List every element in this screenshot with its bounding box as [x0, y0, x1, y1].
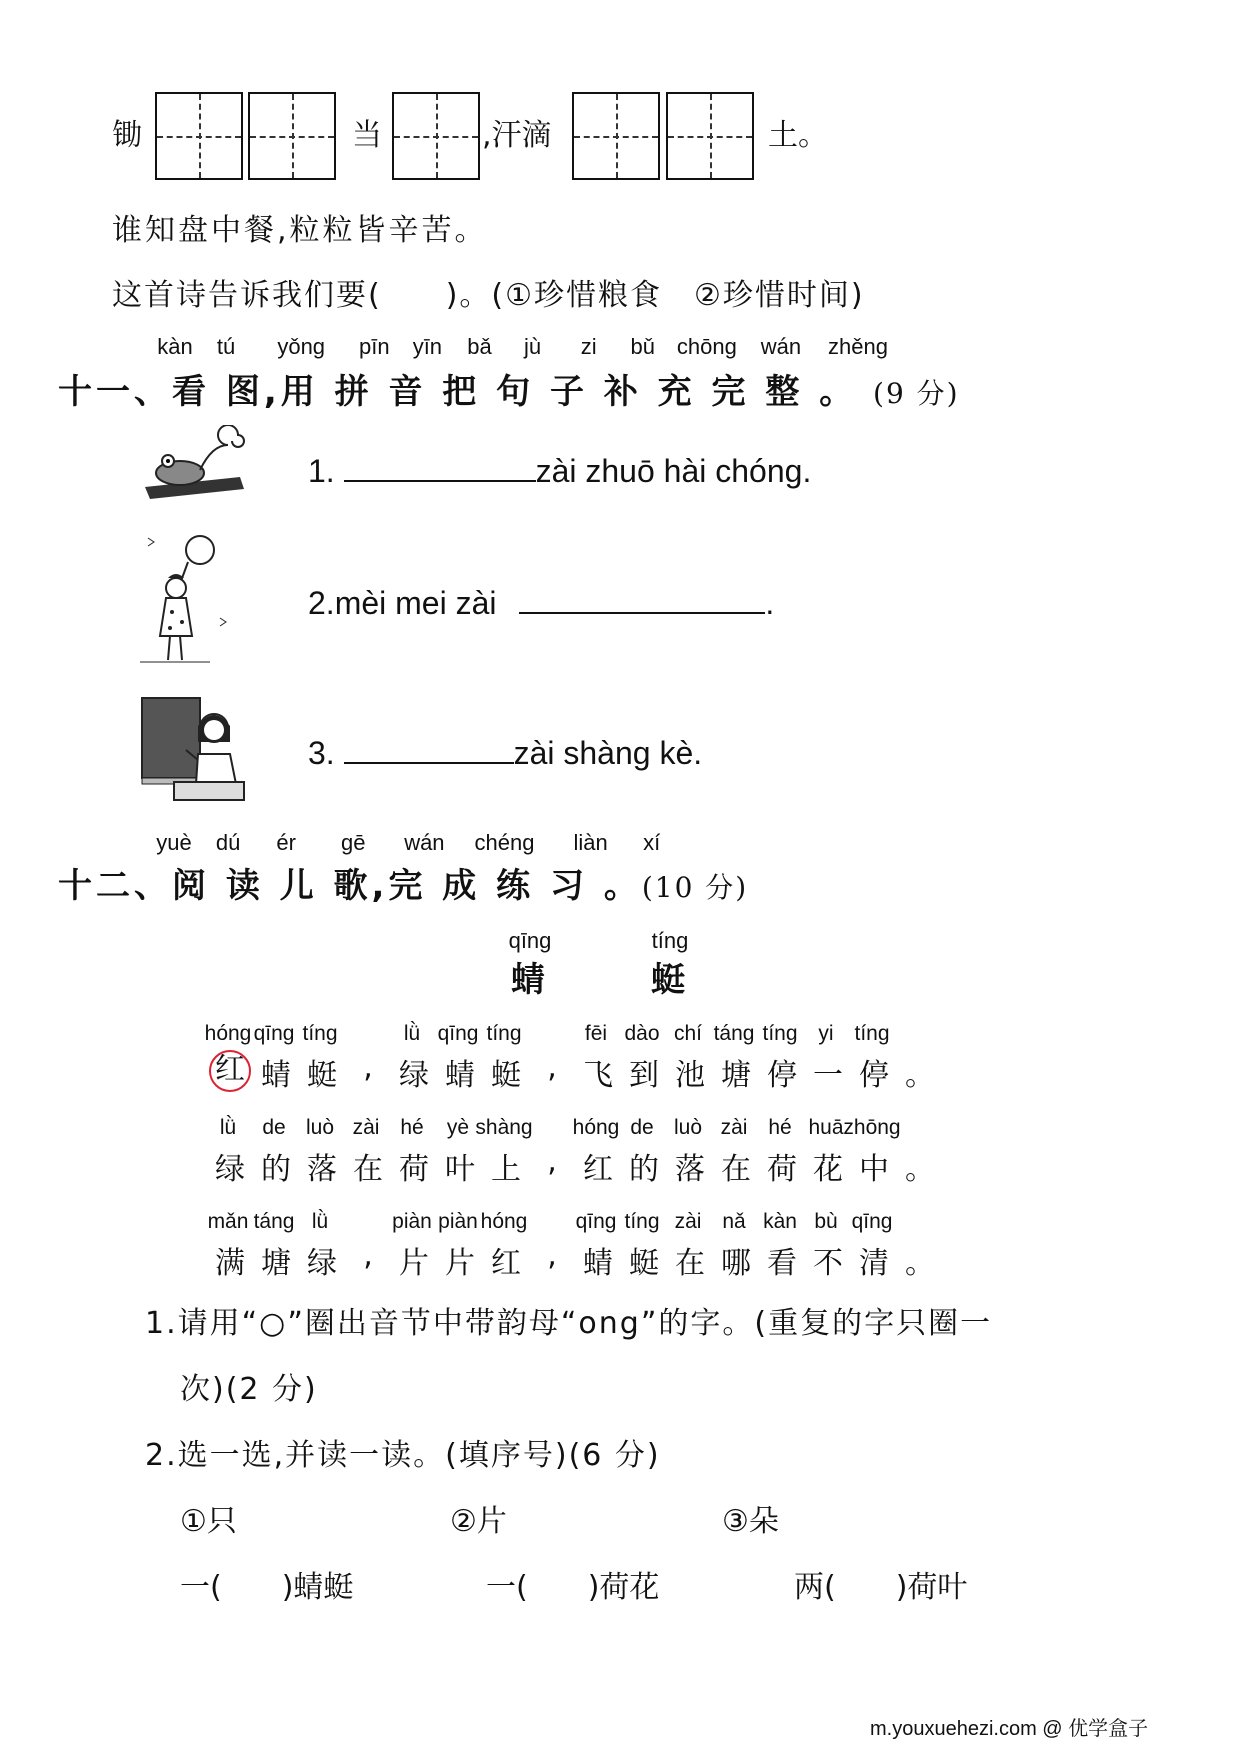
item2	[308, 582, 774, 622]
writing-box[interactable]	[248, 92, 336, 180]
poem-title-char: 蜓	[651, 960, 689, 1000]
poem-char[interactable]: 片	[445, 1246, 475, 1281]
poem-pinyin: luò	[305, 1116, 335, 1139]
poem-char[interactable]: 蜓	[307, 1058, 337, 1093]
poem-pinyin: dào	[624, 1022, 660, 1045]
section11-pinyin	[155, 334, 897, 360]
poem-line1-mid: 当	[352, 118, 382, 153]
title-char: 习	[549, 866, 588, 906]
poem-char[interactable]: 荷	[399, 1152, 429, 1187]
poem-pinyin: zài	[352, 1116, 380, 1139]
pinyin: yǒng	[277, 334, 326, 359]
pinyin: ér	[276, 830, 296, 855]
pinyin: dú	[215, 830, 241, 855]
item-number: 1.	[308, 453, 335, 489]
title-char: 用	[280, 372, 319, 412]
answer-blank[interactable]	[519, 582, 765, 614]
option-duo: ③朵	[722, 1504, 779, 1539]
score: (10 分)	[641, 871, 749, 904]
poem-char[interactable]: 的	[261, 1152, 291, 1187]
pinyin: bǎ	[467, 334, 492, 359]
title-char: 成	[442, 866, 481, 906]
footer-watermark: m.youxuehezi.com @ 优学盒子	[870, 1718, 1149, 1740]
poem-pinyin: hé	[400, 1116, 424, 1139]
title-char: 歌	[333, 866, 372, 906]
item1	[308, 450, 811, 490]
poem-pinyin: shàng	[475, 1116, 533, 1139]
poem-char[interactable]: 中	[859, 1152, 889, 1187]
poem-char[interactable]: 满	[215, 1246, 245, 1281]
poem-pinyin: lǜ	[219, 1116, 237, 1139]
writing-box[interactable]	[155, 92, 243, 180]
pinyin: kàn	[157, 334, 193, 359]
poem-char[interactable]: 荷	[767, 1152, 797, 1187]
poem-char[interactable]: 落	[307, 1152, 337, 1187]
pinyin: chéng	[474, 830, 535, 855]
question1-line1: 1.请用“○”圈出音节中带韵母“ong”的字。(重复的字只圈一	[145, 1306, 993, 1341]
poem-char[interactable]: 哪	[721, 1246, 751, 1281]
section12-pinyin	[152, 830, 672, 856]
title-char: 完	[388, 866, 427, 906]
title-char: 充	[657, 372, 696, 412]
poem-char[interactable]: 落	[675, 1152, 705, 1187]
pinyin: chōng	[676, 334, 737, 359]
poem-char[interactable]: 清	[859, 1246, 889, 1281]
poem-pinyin: yè	[446, 1116, 470, 1139]
writing-box[interactable]	[392, 92, 480, 180]
option-zhi: ①只	[180, 1504, 237, 1539]
poem-char[interactable]: 。	[905, 1152, 935, 1187]
poem-char[interactable]: 蜻	[261, 1058, 291, 1093]
poem-char[interactable]: 绿	[399, 1058, 429, 1093]
pinyin: xí	[643, 830, 661, 855]
frog-icon	[140, 425, 250, 505]
writing-box[interactable]	[572, 92, 660, 180]
poem-pinyin: bù	[814, 1210, 838, 1233]
poem-pinyin: tíng	[624, 1210, 660, 1233]
poem-pinyin: luò	[673, 1116, 703, 1139]
score: (9 分)	[873, 377, 960, 410]
item3	[308, 732, 702, 772]
poem-pinyin: zài	[674, 1210, 702, 1233]
pinyin: bǔ	[630, 334, 655, 359]
pinyin: yīn	[412, 334, 443, 359]
poem-char[interactable]: 一	[813, 1058, 843, 1093]
item-text: zài zhuō hài chóng.	[535, 453, 812, 489]
poem-question: 这首诗告诉我们要( )。(①珍惜粮食 ②珍惜时间)	[112, 278, 865, 313]
poem-char[interactable]: 蜓	[629, 1246, 659, 1281]
poem-char[interactable]	[207, 1050, 253, 1092]
pinyin: jù	[524, 334, 542, 359]
poem-pinyin: piàn	[392, 1210, 432, 1233]
poem-char[interactable]: 到	[629, 1058, 659, 1093]
poem-pinyin: chí	[673, 1022, 702, 1045]
title-char: 阅	[172, 866, 210, 906]
poem-char[interactable]: 在	[353, 1152, 383, 1187]
poem-pinyin: zài	[720, 1116, 748, 1139]
poem-pinyin: táng	[713, 1022, 755, 1045]
poem-pinyin: tíng	[486, 1022, 522, 1045]
poem-char[interactable]: 蜻	[445, 1058, 475, 1093]
poem-char[interactable]: 塘	[261, 1246, 291, 1281]
pinyin: tú	[216, 334, 236, 359]
poem-pinyin: hóng	[204, 1022, 252, 1045]
answer-blank[interactable]	[344, 450, 536, 482]
poem-pinyin: huā	[808, 1116, 844, 1139]
title-char: 完	[711, 372, 750, 412]
poem-title-pinyin: qīng	[508, 928, 552, 953]
pinyin: liàn	[573, 830, 608, 855]
title-char: 看	[172, 372, 210, 412]
pinyin: wán	[760, 334, 802, 359]
poem-title-char: 蜻	[511, 960, 549, 1000]
poem-line1-punct: ,汗滴	[482, 118, 552, 153]
poem-char[interactable]: ,	[363, 1238, 373, 1273]
title-char: ,	[263, 372, 281, 412]
item-text: zài shàng kè.	[513, 735, 703, 771]
fill-qingting[interactable]: 一( )蜻蜓	[180, 1570, 354, 1605]
poem-pinyin: qīng	[253, 1022, 295, 1045]
poem-char[interactable]: ,	[363, 1050, 373, 1085]
circled-char: 红	[209, 1050, 251, 1092]
title-char: 子	[549, 372, 588, 412]
title-char: 读	[225, 866, 264, 906]
poem-pinyin: lǜ	[403, 1022, 421, 1045]
poem-pinyin: tíng	[302, 1022, 338, 1045]
poem-pinyin: kàn	[763, 1210, 797, 1233]
teacher-icon	[140, 694, 250, 804]
poem-pinyin: piàn	[438, 1210, 478, 1233]
item-text: mèi mei zài	[334, 585, 497, 621]
pinyin: wán	[404, 830, 445, 855]
question1-line2: 次)(2 分)	[180, 1372, 318, 1407]
poem-pinyin: de	[630, 1116, 654, 1139]
pinyin: pīn	[358, 334, 390, 359]
poem-char[interactable]: 上	[491, 1152, 521, 1187]
title-char: 儿	[279, 866, 318, 906]
poem-char[interactable]: 叶	[445, 1152, 475, 1187]
poem-pinyin: hóng	[480, 1210, 528, 1233]
pinyin: zi	[580, 334, 597, 359]
poem-title-pinyin: tíng	[651, 928, 689, 953]
fill-hehua[interactable]: 一( )荷花	[486, 1570, 660, 1605]
title-char: 整	[765, 372, 804, 412]
pinyin: zhěng	[828, 334, 888, 359]
poem-char[interactable]: 停	[767, 1058, 797, 1093]
poem-pinyin: de	[262, 1116, 286, 1139]
poem-char[interactable]: 飞	[583, 1058, 613, 1093]
poem-pinyin: qīng	[575, 1210, 617, 1233]
poem-char[interactable]: 池	[675, 1058, 705, 1093]
section-number: 十二、	[58, 866, 172, 906]
pinyin: yuè	[156, 830, 192, 855]
poem-char[interactable]: ,	[547, 1238, 557, 1273]
poem-pinyin: fēi	[584, 1022, 608, 1045]
poem-line2: 谁知盘中餐,粒粒皆辛苦。	[112, 213, 488, 248]
poem-pinyin: nǎ	[722, 1210, 746, 1233]
poem-char[interactable]: 红	[583, 1152, 613, 1187]
girl-net-icon	[140, 528, 250, 668]
poem-line1-end: 土。	[768, 118, 828, 153]
poem-char[interactable]: 看	[767, 1246, 797, 1281]
poem-char[interactable]: ,	[547, 1050, 557, 1085]
section-number: 十一、	[58, 372, 172, 412]
title-char: 拼	[334, 372, 373, 412]
poem-char[interactable]: 花	[813, 1152, 843, 1187]
poem-char[interactable]: 蜻	[583, 1246, 613, 1281]
poem-pinyin: lǜ	[311, 1210, 329, 1233]
section12-title	[58, 858, 748, 907]
poem-char[interactable]: 。	[905, 1246, 935, 1281]
poem-pinyin: qīng	[851, 1210, 893, 1233]
title-char: 把	[442, 372, 481, 412]
fill-heye[interactable]: 两( )荷叶	[794, 1570, 968, 1605]
poem-pinyin: tíng	[854, 1022, 890, 1045]
poem-char[interactable]: 蜓	[491, 1058, 521, 1093]
poem-char[interactable]: 在	[675, 1246, 705, 1281]
poem-pinyin: tíng	[762, 1022, 798, 1045]
writing-box[interactable]	[666, 92, 754, 180]
title-char: 图	[225, 372, 264, 412]
poem-char[interactable]: ,	[547, 1144, 557, 1179]
poem-line1-start: 锄	[112, 118, 142, 153]
item-number: 2.	[308, 585, 335, 621]
item-number: 3.	[308, 735, 335, 771]
poem-char[interactable]: 的	[629, 1152, 659, 1187]
title-char: 。	[603, 866, 642, 906]
poem-pinyin: hóng	[572, 1116, 620, 1139]
option-pian: ②片	[450, 1504, 507, 1539]
answer-blank[interactable]	[344, 732, 514, 764]
poem-char[interactable]: 塘	[721, 1058, 751, 1093]
poem-pinyin: qīng	[437, 1022, 479, 1045]
title-char: 句	[496, 372, 535, 412]
pinyin: gē	[341, 830, 366, 855]
poem-pinyin: hé	[768, 1116, 792, 1139]
poem-char[interactable]: 绿	[307, 1246, 337, 1281]
poem-char[interactable]: 绿	[215, 1152, 245, 1187]
poem-char[interactable]: 在	[721, 1152, 751, 1187]
title-char: ,	[371, 866, 389, 906]
poem-char[interactable]: 片	[399, 1246, 429, 1281]
question2: 2.选一选,并读一读。(填序号)(6 分)	[145, 1438, 661, 1473]
poem-pinyin: zhōng	[843, 1116, 901, 1139]
poem-pinyin: yi	[818, 1022, 834, 1045]
item-text: .	[765, 585, 775, 621]
poem-char[interactable]: 红	[491, 1246, 521, 1281]
poem-pinyin: táng	[253, 1210, 295, 1233]
poem-pinyin: mǎn	[207, 1210, 249, 1233]
title-char: 。	[819, 372, 858, 412]
section11-title	[58, 364, 960, 413]
poem-char[interactable]: 。	[905, 1058, 935, 1093]
poem-char[interactable]: 不	[813, 1246, 843, 1281]
title-char: 练	[496, 866, 535, 906]
title-char: 音	[388, 372, 427, 412]
poem-char[interactable]: 停	[859, 1058, 889, 1093]
title-char: 补	[603, 372, 642, 412]
